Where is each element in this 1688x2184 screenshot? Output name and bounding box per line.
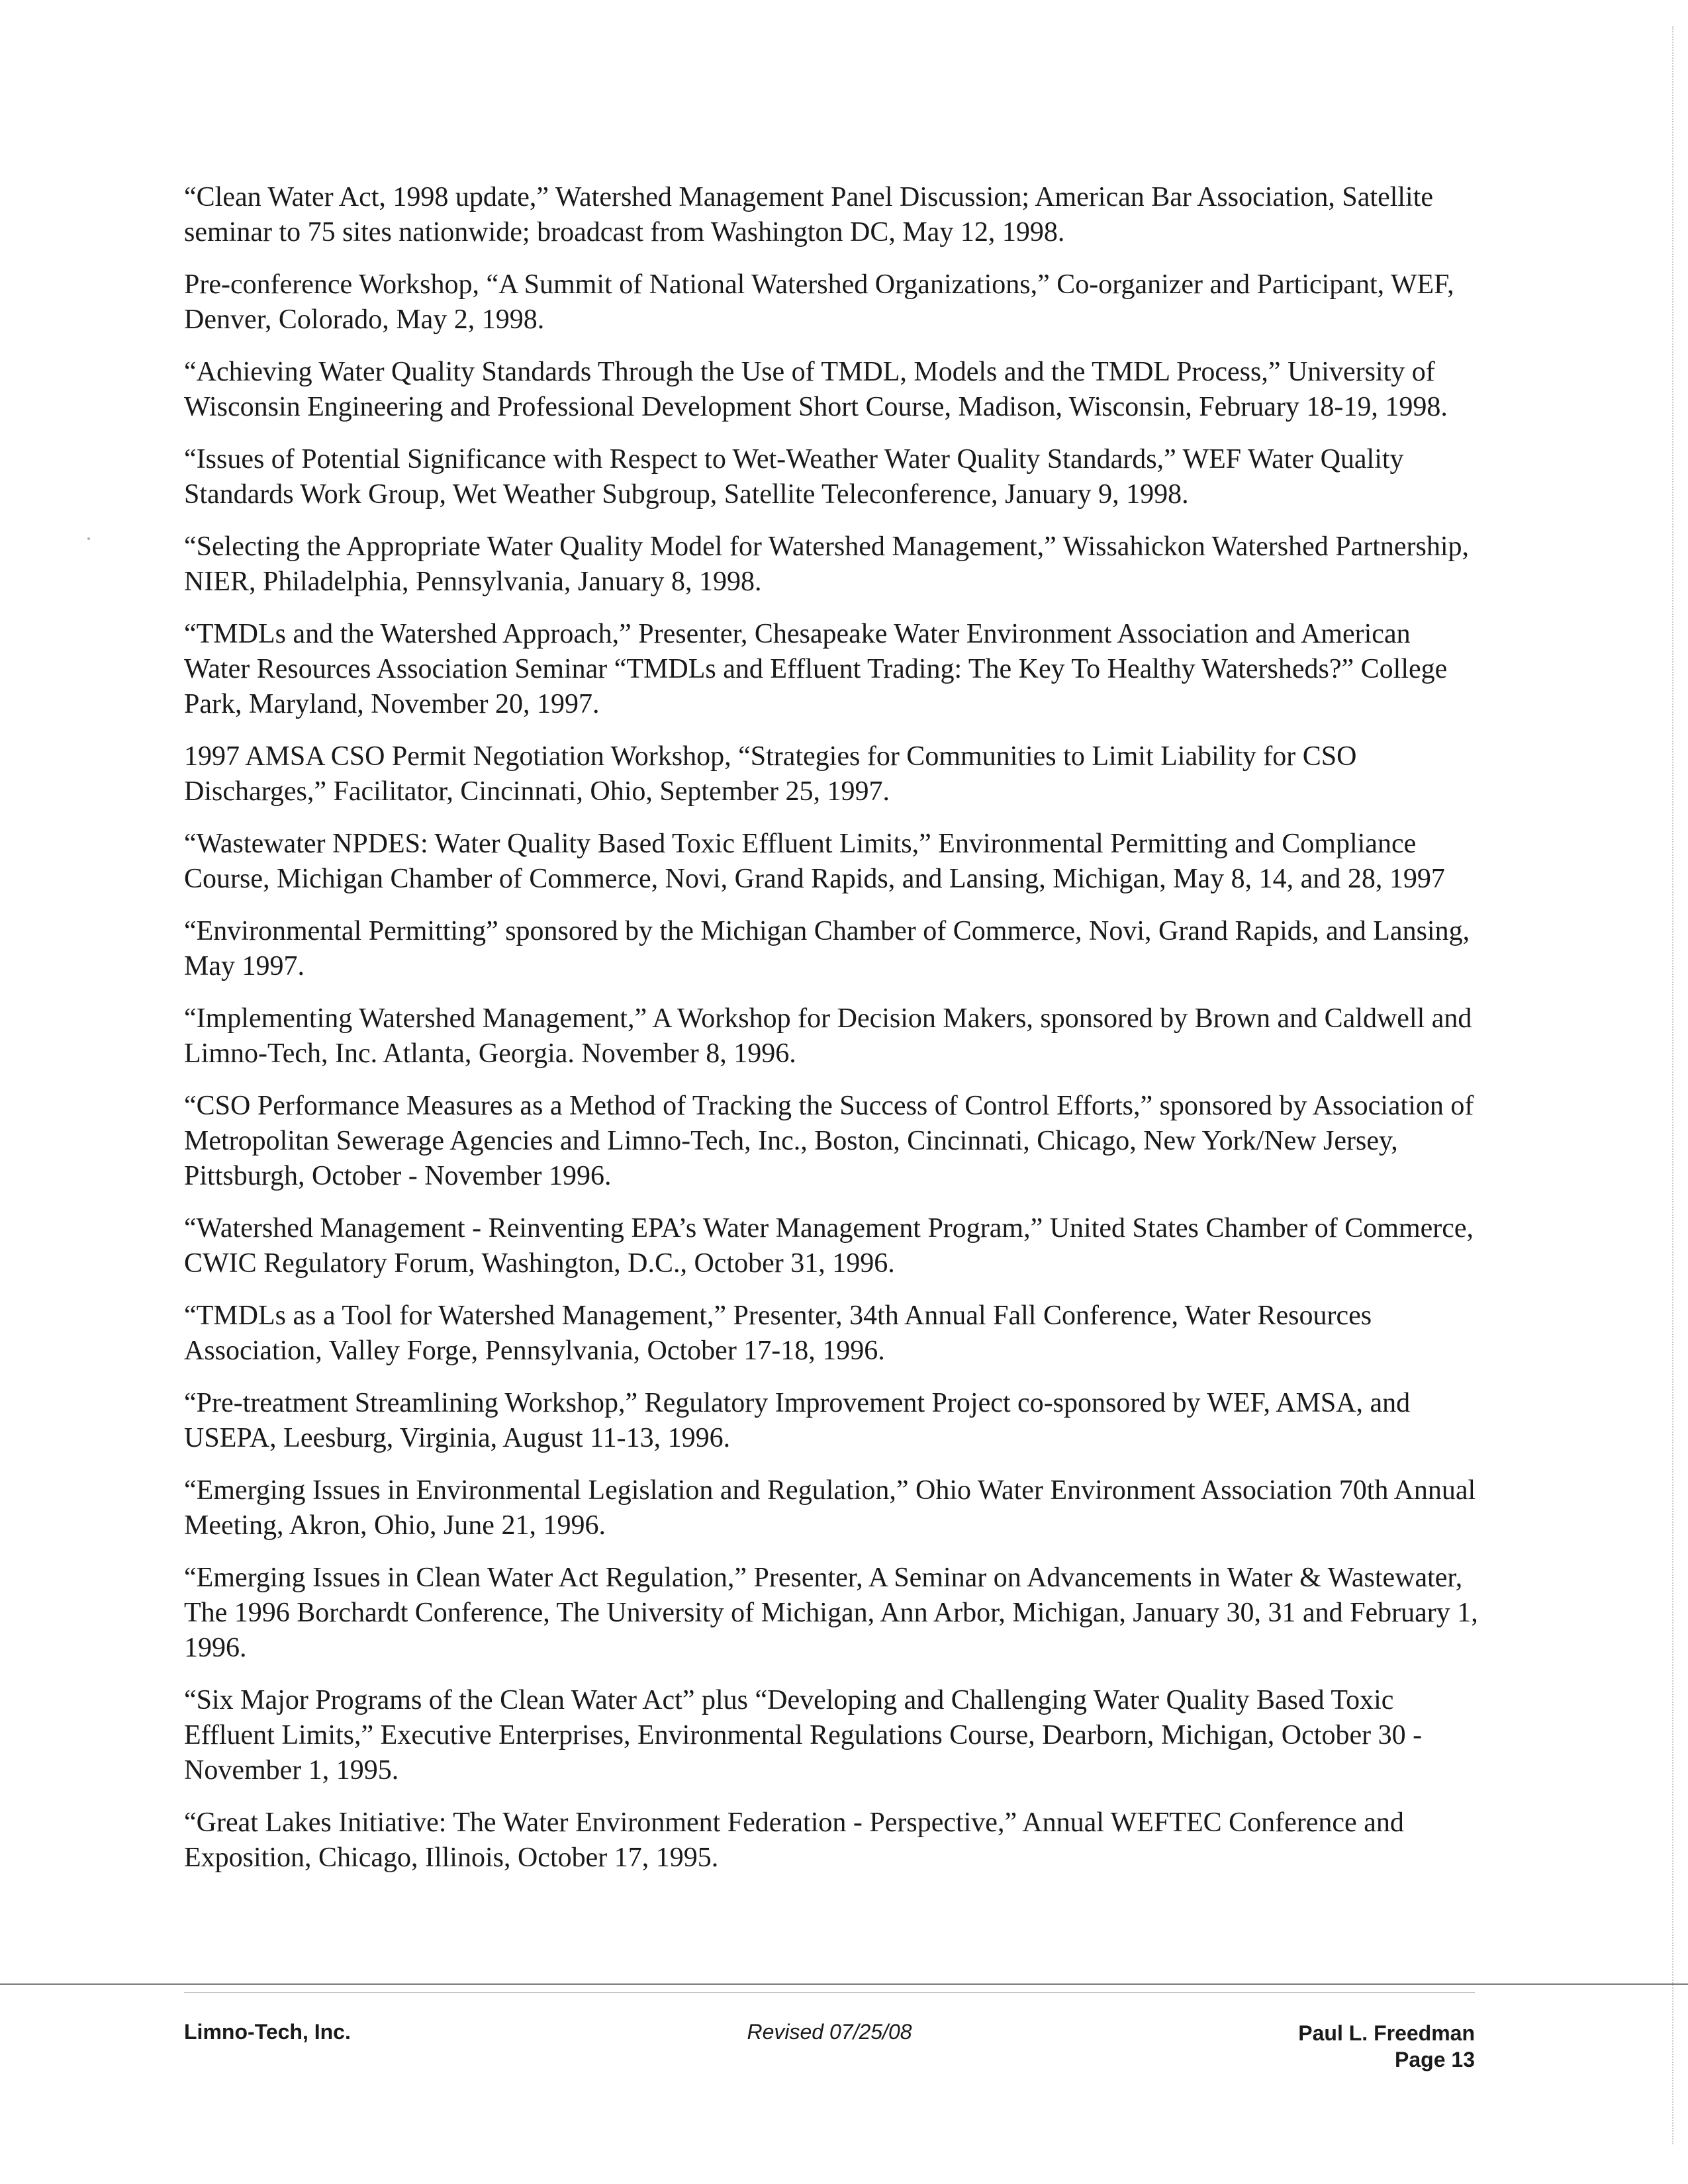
scan-speck: [87, 537, 90, 540]
footer-page-number: Page 13: [1395, 2048, 1475, 2071]
footer-company: Limno-Tech, Inc.: [184, 2020, 351, 2044]
list-item: “CSO Performance Measures as a Method of Tracking the Success of Control Efforts,” sponsored by Association of Metropolitan Sewerage Agencies and Limno-Tech, Inc., Boston, Cincinnati, Chicago, New York/New Jersey, Pittsburgh, October - November 1996.: [184, 1091, 1474, 1191]
list-item: “Achieving Water Quality Standards Through the Use of TMDL, Models and the TMDL Process,” University of Wisconsin Engineering and Professional Development Short Course, Madison, Wisconsin, February 18-19, 1998.: [184, 357, 1448, 422]
list-item: “Clean Water Act, 1998 update,” Watershed Management Panel Discussion; American Bar Association, Satellite seminar to 75 sites nationwide; broadcast from Washington DC, May 12, 1998.: [184, 182, 1434, 248]
list-item: “Emerging Issues in Environmental Legislation and Regulation,” Ohio Water Environment Association 70th Annual Meeting, Akron, Ohio, June 21, 1996.: [184, 1475, 1476, 1541]
presentations-list: [184, 180, 1481, 1893]
list-item: “Issues of Potential Significance with Respect to Wet-Weather Water Quality Standards,” WEF Water Quality Standards Work Group, Wet Weather Subgroup, Satellite Teleconference, January 9, 1998.: [184, 444, 1404, 510]
list-item: “Implementing Watershed Management,” A Workshop for Decision Makers, sponsored by Brown and Caldwell and Limno-Tech, Inc. Atlanta, Georgia. November 8, 1996.: [184, 1003, 1472, 1069]
list-item: “Watershed Management - Reinventing EPA’s Water Management Program,” United States Chamber of Commerce, CWIC Regulatory Forum, Washington, D.C., October 31, 1996.: [184, 1213, 1474, 1279]
list-item: “Six Major Programs of the Clean Water Act” plus “Developing and Challenging Water Quality Based Toxic Effluent Limits,” Executive Enterprises, Environmental Regulations Course, Dearborn, Michigan, October 30 - November 1, 1995.: [184, 1685, 1423, 1786]
list-item: “TMDLs as a Tool for Watershed Management,” Presenter, 34th Annual Fall Conference, Water Resources Association, Valley Forge, Pennsylvania, October 17-18, 1996.: [184, 1300, 1372, 1366]
list-item: Pre-conference Workshop, “A Summit of National Watershed Organizations,” Co-organizer and Participant, WEF, Denver, Colorado, May 2, 1998.: [184, 269, 1454, 335]
footer-author: Paul L. Freedman: [1298, 2021, 1475, 2045]
page-footer: [184, 2020, 1475, 2079]
list-item: 1997 AMSA CSO Permit Negotiation Workshop, “Strategies for Communities to Limit Liability for CSO Discharges,” Facilitator, Cincinnati, Ohio, September 25, 1997.: [184, 741, 1357, 807]
footer-revised-date: Revised 07/25/08: [747, 2020, 912, 2044]
list-item: “Selecting the Appropriate Water Quality Model for Watershed Management,” Wissahickon Watershed Partnership, NIER, Philadelphia, Pennsylvania, January 8, 1998.: [184, 531, 1470, 597]
list-item: “Emerging Issues in Clean Water Act Regulation,” Presenter, A Seminar on Advancements in Water & Wastewater, The 1996 Borchardt Conference, The University of Michigan, Ann Arbor, Michigan, January 30, 31 and February 1, 1996.: [184, 1563, 1478, 1663]
footer-author-block: [1298, 2020, 1475, 2073]
list-item: “TMDLs and the Watershed Approach,” Presenter, Chesapeake Water Environment Association and American Water Resources Association Seminar “TMDLs and Effluent Trading: The Key To Healthy Watersheds?” College Park, Maryland, November 20, 1997.: [184, 619, 1448, 719]
footer-divider-secondary: [184, 1992, 1475, 1993]
list-item: “Wastewater NPDES: Water Quality Based Toxic Effluent Limits,” Environmental Permitting and Compliance Course, Michigan Chamber of Commerce, Novi, Grand Rapids, and Lansing, Michigan, May 8, 14, and 28, 1997: [184, 829, 1445, 894]
list-item: “Great Lakes Initiative: The Water Environment Federation - Perspective,” Annual WEFTEC Conference and Exposition, Chicago, Illinois, October 17, 1995.: [184, 1807, 1404, 1873]
list-item: “Pre-treatment Streamlining Workshop,” Regulatory Improvement Project co-sponsored by WEF, AMSA, and USEPA, Leesburg, Virginia, August 11-13, 1996.: [184, 1388, 1411, 1453]
scan-edge-marks: [1672, 26, 1673, 2144]
footer-divider: [0, 1983, 1688, 1985]
list-item: “Environmental Permitting” sponsored by the Michigan Chamber of Commerce, Novi, Grand Rapids, and Lansing, May 1997.: [184, 916, 1470, 981]
